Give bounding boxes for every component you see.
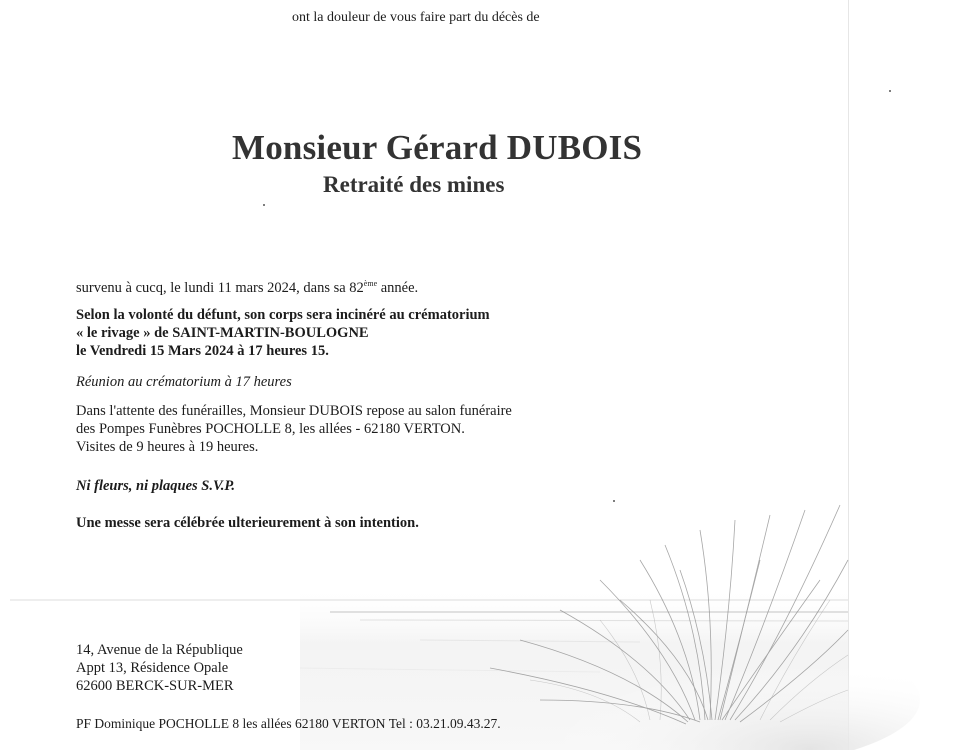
speck <box>263 204 265 206</box>
death-notice-end: année. <box>377 280 419 296</box>
meeting-notice: Réunion au crématorium à 17 heures <box>76 374 292 390</box>
cremation-line: Selon la volonté du défunt, son corps sera incinéré au crématorium <box>76 307 490 323</box>
deceased-title: Retraité des mines <box>323 172 505 197</box>
cremation-notice <box>76 306 490 360</box>
cremation-line: « le rivage » de SAINT-MARTIN-BOULOGNE <box>76 325 369 341</box>
address-line: Appt 13, Résidence Opale <box>76 660 229 676</box>
family-address <box>76 641 243 695</box>
funeral-home-footer: PF Dominique POCHOLLE 8 les allées 62180 VERTON Tel : 03.21.09.43.27. <box>76 716 501 731</box>
death-notice <box>76 275 418 297</box>
cremation-line: le Vendredi 15 Mars 2024 à 17 heures 15. <box>76 343 329 359</box>
rest-line: des Pompes Funèbres POCHOLLE 8, les allées - 62180 VERTON. <box>76 421 465 437</box>
death-notice-text: survenu à cucq, le lundi 11 mars 2024, dans sa 82 <box>76 280 364 296</box>
rest-line: Visites de 9 heures à 19 heures. <box>76 439 259 455</box>
speck <box>613 500 615 502</box>
flowers-notice: Ni fleurs, ni plaques S.V.P. <box>76 478 236 494</box>
deceased-name: Monsieur Gérard DUBOIS <box>232 128 643 167</box>
speck <box>889 90 891 92</box>
address-line: 14, Avenue de la République <box>76 642 243 658</box>
ordinal-suffix: ème <box>363 279 378 288</box>
rest-notice <box>76 402 512 456</box>
rest-line: Dans l'attente des funérailles, Monsieur DUBOIS repose au salon funéraire <box>76 403 512 419</box>
intro-line: ont la douleur de vous faire part du décès de <box>292 10 540 25</box>
address-line: 62600 BERCK-SUR-MER <box>76 678 234 694</box>
mass-notice: Une messe sera célébrée ulterieurement à son intention. <box>76 515 419 531</box>
